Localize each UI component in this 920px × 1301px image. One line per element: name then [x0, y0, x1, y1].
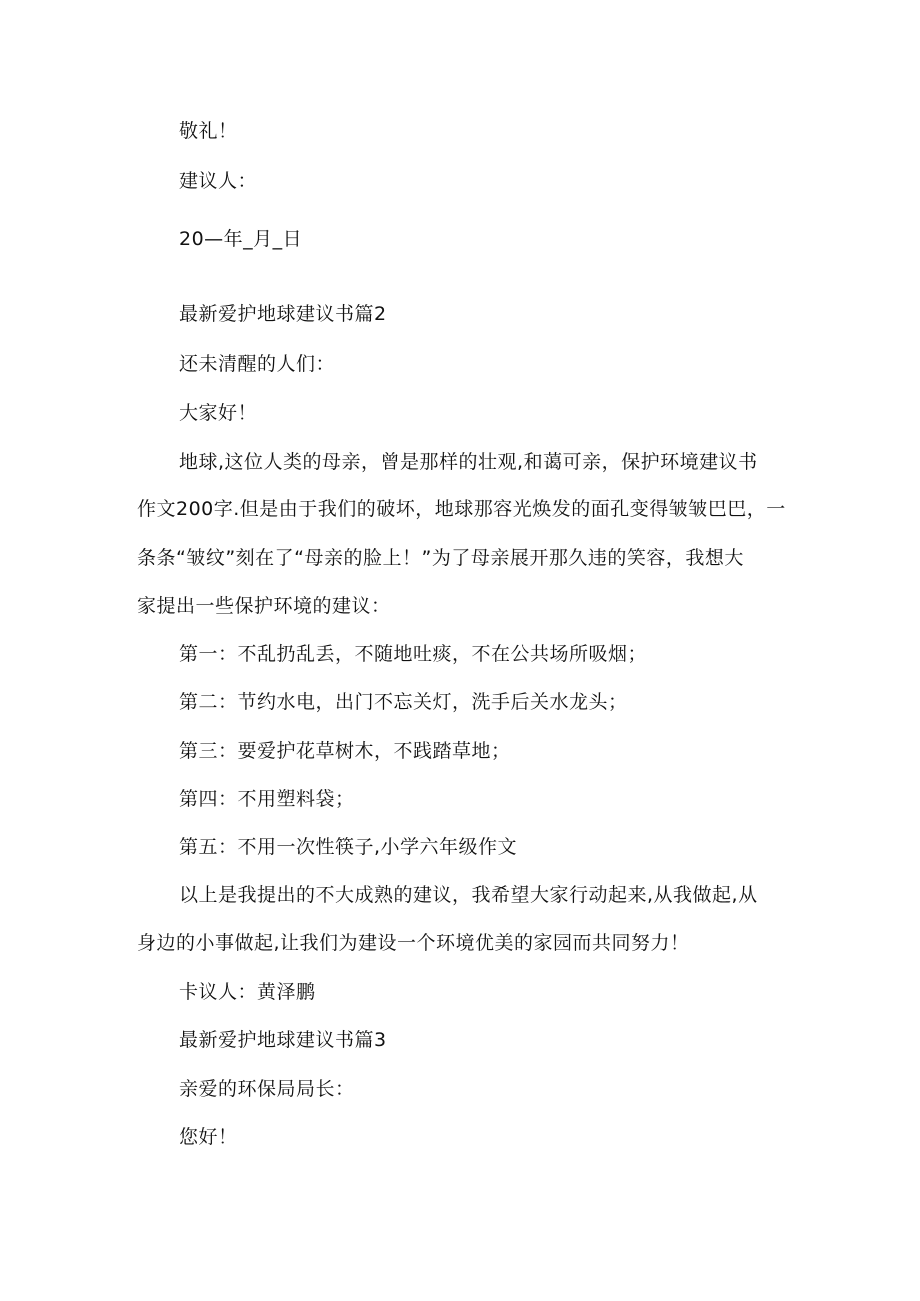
section-3-addressee: 亲爱的环保局局长：	[179, 1078, 355, 1100]
intro-paragraph-line: 地球,这位人类的母亲，曾是那样的壮观,和蔼可亲，保护环境建议书	[179, 451, 758, 473]
proposer-label: 建议人：	[179, 170, 258, 192]
date-line: 20—年_月_日	[179, 228, 303, 250]
suggestion-item: 第四：不用塑料袋；	[179, 788, 355, 810]
intro-paragraph-line: 条条“皱纹”刻在了“母亲的脸上！”为了母亲展开那久违的笑容，我想大	[137, 547, 744, 569]
section-3-title: 最新爱护地球建议书篇3	[179, 1029, 387, 1051]
section-3-greeting: 您好！	[179, 1126, 238, 1148]
section-2-title: 最新爱护地球建议书篇2	[179, 303, 387, 325]
section-2-greeting: 大家好！	[179, 402, 258, 424]
suggestion-item: 第一：不乱扔乱丢，不随地吐痰，不在公共场所吸烟；	[179, 643, 648, 665]
conclusion-paragraph-line: 身边的小事做起,让我们为建设一个环境优美的家园而共同努力！	[137, 932, 690, 954]
closing-salute: 敬礼！	[179, 120, 238, 142]
suggestion-item: 第三：要爱护花草树木，不践踏草地；	[179, 740, 511, 762]
conclusion-paragraph-line: 以上是我提出的不大成熟的建议，我希望大家行动起来,从我做起,从	[179, 884, 758, 906]
section-2-signature: 卡议人：黄泽鹏	[179, 981, 316, 1003]
intro-paragraph-line: 作文200字.但是由于我们的破坏，地球那容光焕发的面孔变得皱皱巴巴，一	[137, 498, 786, 520]
suggestion-item: 第二：节约水电，出门不忘关灯，洗手后关水龙头；	[179, 691, 628, 713]
section-2-addressee: 还未清醒的人们：	[179, 353, 336, 375]
intro-paragraph-line: 家提出一些保护环境的建议：	[137, 595, 391, 617]
suggestion-item: 第五：不用一次性筷子,小学六年级作文	[179, 836, 518, 858]
